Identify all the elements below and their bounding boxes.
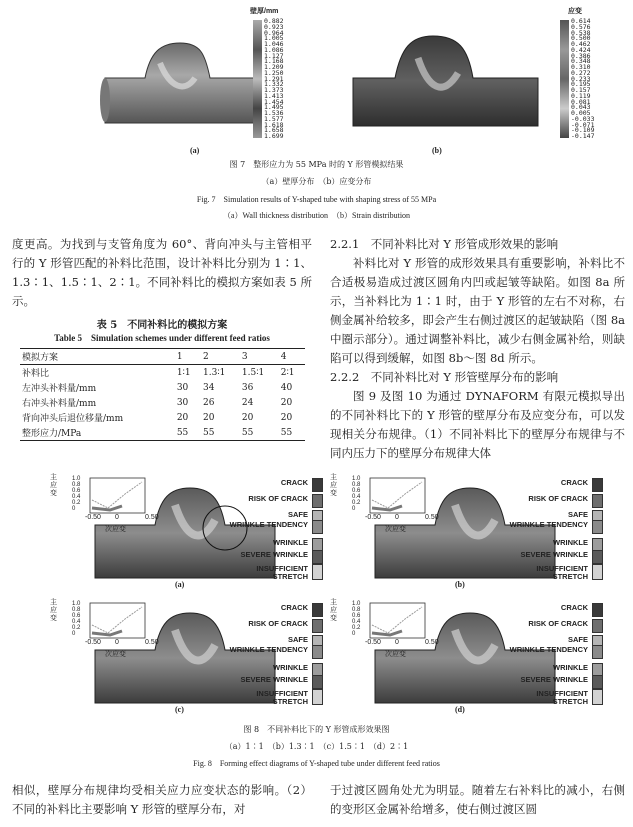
fig8-legend-label: WRINKLE	[273, 663, 308, 672]
fig7-caption-cn: 图 7 整形应力为 55 MPa 时的 Y 形管模拟结果	[229, 160, 404, 169]
table-cell: 55	[280, 427, 293, 438]
fig8-legend-label: CRACK	[560, 603, 588, 612]
legend-value: 0.882	[264, 17, 284, 25]
fig8-caption-cn: 图 8 不同补料比下的 Y 形管成形效果图	[243, 725, 390, 734]
legend-value: -0.071	[571, 120, 595, 129]
fig7-caption-en: Fig. 7 Simulation results of Y-shaped tube with shaping stress of 55 MPa	[196, 195, 437, 204]
table-cell: 24	[241, 397, 254, 408]
fig8-legend-swatch	[592, 645, 603, 659]
bottom-right-paragraph: 于过渡区圆角处尤为明显。随着左右补料比的减小，右侧的变形区金属补给增多，使右侧过渡区圆	[330, 783, 625, 816]
legend-value: 0.195	[571, 80, 591, 89]
legend-value: 1.577	[264, 114, 284, 123]
table5-title-cn: 表 5 不同补料比的模拟方案	[96, 320, 228, 331]
fig8-y-tick: 0.8	[352, 482, 361, 488]
fig7-sub-cn: （a）壁厚分布 （b）应变分布	[261, 177, 372, 186]
fig8-caption-en: Fig. 8 Forming effect diagrams of Y-shaped tube under different feed ratios	[193, 759, 440, 768]
table5-title-en: Table 5 Simulation schemes under different feed ratios	[54, 333, 270, 343]
section-2-2-2-heading: 2.2.2 不同补料比对 Y 形管壁厚分布的影响	[330, 370, 559, 384]
fig7b-label: (b)	[432, 146, 442, 155]
table-cell: 1∶1	[176, 367, 191, 378]
table-header-cell: 2	[203, 351, 209, 362]
legend-value: 1.168	[264, 57, 284, 66]
table-cell: 1.5∶1	[241, 367, 265, 378]
legend-value: 0.576	[571, 22, 591, 31]
legend-value: 0.386	[571, 51, 591, 60]
section-2-2-1-paragraph: 补料比对 Y 形管的成形效果具有重要影响，补料比不合适极易造成过渡区圆角内凹或起皱等缺陷。如图 8a 所示，当补料比为 1∶1 时，由于 Y 形管的左右不对称，右侧金属补给较多，即会产生右侧过渡区的起皱缺陷（图 8a 中圈示部分）。通过调整补料比，减少右侧金属补给，则缺陷可以得到缓解，如图 8b～图 8d 所示。	[330, 256, 625, 365]
legend-value: 0.614	[571, 17, 591, 25]
table-cell: 20	[241, 412, 254, 423]
fig8-legend-swatch	[312, 603, 323, 617]
fig8-legend-label: WRINKLE TENDENCY	[229, 645, 308, 654]
fig8-y-tick: 1.0	[352, 476, 361, 482]
legend-value: 0.005	[571, 109, 591, 117]
table-header-row	[20, 349, 305, 365]
legend-value: 1.250	[264, 68, 284, 77]
table-cell: 55	[176, 427, 189, 438]
legend-value: 1.005	[264, 34, 284, 43]
table-header-cell: 模拟方案	[22, 353, 59, 363]
fig8-legend-swatch	[312, 689, 323, 705]
legend-value: 0.233	[571, 74, 591, 83]
figure-7	[0, 0, 633, 225]
fig8-legend-label: SEVERE WRINKLE	[520, 675, 588, 684]
fig8-y-axis-label: 主应变	[330, 599, 337, 622]
fig8-x-tick: 0.50	[425, 639, 439, 646]
fig8-y-tick: 0	[352, 506, 356, 512]
fig8-x-tick: -0.50	[365, 639, 381, 646]
fig8-y-tick: 0.2	[72, 625, 81, 631]
fig8-legend-label: SAFE	[567, 635, 588, 644]
table-cell: 左冲头补料量/mm	[22, 384, 97, 394]
table-cell: 30	[176, 382, 189, 393]
fig8-legend-label: CRACK	[280, 478, 308, 487]
fig8-x-axis-label: 次应变	[385, 526, 406, 533]
fig8-x-tick: 0	[115, 639, 119, 646]
fig7a-legend-title: 壁厚/mm	[250, 8, 279, 15]
table-header-cell: 1	[176, 351, 183, 362]
legend-value: 1.046	[264, 40, 284, 48]
fig8-x-tick: 0	[115, 514, 119, 521]
table-row	[20, 395, 305, 410]
fig8-sub-cn: （a）1∶1 （b）1.3∶1 （c）1.5∶1 （d）2∶1	[224, 742, 409, 751]
section-2-2-2-paragraph: 图 9 及图 10 为通过 DYNAFORM 有限元模拟导出的不同补料比下的 Y 形管的壁厚分布及应变分布，可以发现相关分布规律。（1）不同补料比下的壁厚分布规律与不同内压力下的壁厚分布规律大体	[330, 389, 625, 460]
table-cell: 背向冲头后退位移量/mm	[22, 414, 124, 424]
fig8-y-tick: 0.4	[352, 494, 361, 500]
fig8-legend-label: RISK OF CRACK	[528, 619, 588, 628]
fig8-y-tick: 0.2	[72, 500, 81, 506]
fig8-legend-swatch	[592, 550, 603, 564]
fig8-y-tick: 0.6	[72, 613, 81, 619]
fig8-x-tick: 0	[395, 639, 399, 646]
table-cell: 55	[203, 427, 215, 438]
fig8-legend-swatch	[312, 550, 323, 564]
table-cell: 26	[203, 397, 215, 408]
fig8-legend-label: SEVERE WRINKLE	[520, 550, 588, 559]
fig8-panel	[50, 470, 330, 590]
fig8-y-tick: 0.4	[72, 494, 81, 500]
fig8-y-tick: 0.2	[352, 500, 361, 506]
fig8-legend-label: INSUFFICIENT STRETCH	[256, 564, 308, 581]
fig8-panel	[330, 595, 610, 715]
fig8-x-tick: 0.50	[425, 514, 439, 521]
fig8-y-axis-label: 主应变	[50, 474, 57, 497]
fig8-legend-swatch	[592, 494, 603, 508]
table-row	[20, 425, 305, 441]
table-cell: 34	[203, 382, 215, 393]
fig8-panel	[50, 595, 330, 715]
fig8-legend-label: SAFE	[287, 635, 308, 644]
fig8-x-axis-label: 次应变	[105, 651, 126, 658]
table-cell: 30	[176, 397, 189, 408]
fig8-y-axis-label: 主应变	[330, 474, 337, 497]
table-cell: 1.3∶1	[203, 367, 226, 378]
fig8-legend-swatch	[592, 619, 603, 633]
fig8-legend-label: WRINKLE	[553, 538, 588, 547]
fig8-x-tick: -0.50	[85, 639, 101, 646]
legend-value: -0.109	[571, 126, 595, 135]
legend-value: 1.495	[264, 103, 284, 112]
table-cell: 右冲头补料量/mm	[22, 399, 97, 409]
section-2-2-1-heading: 2.2.1 不同补料比对 Y 形管成形效果的影响	[330, 237, 559, 251]
fig8-x-tick: -0.50	[85, 514, 101, 521]
fig8-legend-swatch	[312, 619, 323, 633]
fig8-y-tick: 0.6	[352, 613, 361, 619]
fig8-legend-swatch	[312, 645, 323, 659]
table-cell: 40	[280, 382, 293, 393]
table-cell: 整形应力/MPa	[22, 429, 82, 439]
legend-value: 0.348	[571, 57, 591, 66]
legend-value: 1.413	[264, 91, 284, 100]
bottom-left-paragraph: 相似，壁厚分布规律均受相关应力应变状态的影响。（2）不同的补料比主要影响 Y 形管的壁厚分布，对	[12, 783, 312, 816]
table-row	[20, 410, 305, 425]
fig8-y-tick: 0.6	[72, 488, 81, 494]
fig8-legend-label: INSUFFICIENT STRETCH	[536, 689, 588, 706]
fig8-legend-swatch	[312, 494, 323, 508]
fig8-legend-swatch	[312, 478, 323, 492]
fig8-legend-swatch	[312, 520, 323, 534]
fig8-y-tick: 0	[72, 506, 76, 512]
left-column-paragraph: 度更高。为找到与支管角度为 60°、背向冲头与主管相平行的 Y 形管匹配的补料比范围，设计补料比分别为 1∶1、1.3∶1、1.5∶1、2∶1。不同补料比的模拟方案如表 5 所示。	[12, 237, 312, 308]
fig8-y-tick: 0.4	[352, 619, 361, 625]
fig8-legend-swatch	[592, 689, 603, 705]
legend-value: 1.291	[264, 74, 284, 83]
fig7b-colorbar	[560, 20, 569, 138]
fig8-y-tick: 1.0	[72, 476, 81, 482]
fig8-legend-label: WRINKLE	[273, 538, 308, 547]
table-row	[20, 365, 305, 381]
legend-value: 1.536	[264, 109, 284, 117]
legend-value: 0.462	[571, 40, 591, 48]
fig8-legend-label: SEVERE WRINKLE	[240, 675, 308, 684]
fig8-legend-label: CRACK	[560, 478, 588, 487]
legend-value: 0.157	[571, 86, 591, 94]
fig8-legend-label: CRACK	[280, 603, 308, 612]
fig8-legend-label: WRINKLE TENDENCY	[509, 645, 588, 654]
fig8-x-axis-label: 次应变	[105, 526, 126, 533]
legend-value: 0.923	[264, 22, 284, 31]
fig8-legend-swatch	[592, 603, 603, 617]
legend-value: 0.538	[571, 28, 591, 37]
fig8-legend-label: SEVERE WRINKLE	[240, 550, 308, 559]
legend-value: 0.043	[571, 103, 591, 112]
fig8-panel-label: (b)	[455, 580, 465, 589]
table5	[20, 348, 305, 441]
legend-value: 0.964	[264, 28, 284, 37]
fig8-legend-label: RISK OF CRACK	[248, 494, 308, 503]
table-cell: 20	[203, 412, 215, 423]
fig8-y-tick: 0.8	[72, 607, 81, 613]
fig8-legend-swatch	[592, 675, 603, 689]
fig8-legend-swatch	[592, 564, 603, 580]
fig8-legend-label: WRINKLE	[553, 663, 588, 672]
table-cell: 2∶1	[280, 367, 295, 378]
table-cell: 20	[280, 397, 293, 408]
legend-value: 1.618	[264, 120, 284, 129]
legend-value: 1.454	[264, 97, 284, 106]
fig8-legend-label: WRINKLE TENDENCY	[509, 520, 588, 529]
fig8-legend-label: SAFE	[567, 510, 588, 519]
fig8-panel-label: (d)	[455, 705, 465, 714]
table-header-cell: 3	[241, 351, 248, 362]
fig8-y-axis-label: 主应变	[50, 599, 57, 622]
fig7b-legend-title: 应变	[568, 8, 582, 15]
legend-value: 0.119	[571, 91, 591, 100]
legend-value: 1.658	[264, 126, 284, 135]
fig8-x-tick: 0.50	[145, 514, 159, 521]
fig8-panel-label: (c)	[175, 705, 184, 714]
legend-value: 1.373	[264, 86, 284, 94]
fig8-x-tick: -0.50	[365, 514, 381, 521]
fig8-y-tick: 0	[352, 631, 356, 637]
fig8-y-tick: 0.2	[352, 625, 361, 631]
fig8-x-axis-label: 次应变	[385, 651, 406, 658]
fig8-legend-swatch	[312, 564, 323, 580]
fig8-legend-label: INSUFFICIENT STRETCH	[536, 564, 588, 581]
fig7a-label: (a)	[190, 146, 200, 155]
fig7-sub-en: （a）Wall thickness distribution （b）Strain distribution	[222, 211, 411, 220]
fig7b-strain-image	[333, 18, 543, 138]
fig8-y-tick: 0.6	[352, 488, 361, 494]
legend-value: 1.332	[264, 80, 284, 89]
table-cell: 20	[176, 412, 189, 423]
legend-value: 0.081	[571, 97, 591, 106]
fig8-legend-label: WRINKLE TENDENCY	[229, 520, 308, 529]
fig8-panel-label: (a)	[175, 580, 185, 589]
fig8-legend-label: SAFE	[287, 510, 308, 519]
legend-value: 0.310	[571, 63, 591, 71]
legend-value: 1.699	[264, 132, 284, 140]
fig8-legend-label: RISK OF CRACK	[528, 494, 588, 503]
fig8-panel	[330, 470, 610, 590]
legend-value: 0.424	[571, 45, 591, 54]
fig8-x-tick: 0	[395, 514, 399, 521]
fig8-y-tick: 0	[72, 631, 76, 637]
legend-value: 0.500	[571, 34, 591, 43]
fig8-y-tick: 0.8	[352, 607, 361, 613]
fig7a-colorbar	[253, 20, 262, 138]
fig8-y-tick: 1.0	[352, 601, 361, 607]
table-row	[20, 380, 305, 395]
fig8-y-tick: 0.8	[72, 482, 81, 488]
table-cell: 36	[241, 382, 254, 393]
fig8-y-tick: 1.0	[72, 601, 81, 607]
fig8-legend-swatch	[592, 520, 603, 534]
table-cell: 20	[280, 412, 293, 423]
fig8-legend-label: INSUFFICIENT STRETCH	[256, 689, 308, 706]
table-header-cell: 4	[280, 351, 287, 362]
legend-value: 1.127	[264, 51, 284, 60]
legend-value: 1.209	[264, 63, 284, 71]
fig8-legend-label: RISK OF CRACK	[248, 619, 308, 628]
fig8-legend-swatch	[312, 675, 323, 689]
legend-value: -0.033	[571, 114, 595, 123]
legend-value: -0.147	[571, 132, 595, 140]
fig8-legend-swatch	[592, 478, 603, 492]
table-cell: 55	[241, 427, 254, 438]
table-cell: 补料比	[22, 369, 50, 379]
legend-value: 1.086	[264, 45, 284, 54]
fig8-x-tick: 0.50	[145, 639, 159, 646]
fig7a-thickness-image	[55, 18, 265, 138]
legend-value: 0.272	[571, 68, 591, 77]
fig8-y-tick: 0.4	[72, 619, 81, 625]
